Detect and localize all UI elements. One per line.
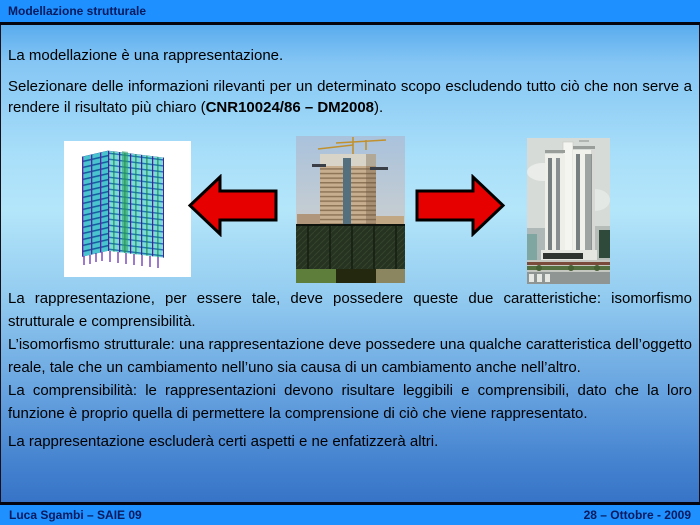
footer-date: 28 – Ottobre - 2009 [583,508,691,522]
body-paragraph-3: La comprensibilità: le rappresentazioni devono risultare leggibili e comprensibili, dato che la loro funzione è proprio quella di permettere la comprensione di ciò che viene rappresentato. [8,382,692,422]
construction-photo-drawing [296,136,405,283]
body-paragraph-1: La rappresentazione, per essere tale, deve possedere queste due caratteristiche: isomorfismo strutturale e comprensibilità. [8,290,692,330]
footer-bar [0,502,700,525]
page-title: Modellazione strutturale [8,4,147,18]
intro-paragraph-2-end: ). [374,99,384,116]
arrow-right-icon [414,174,506,237]
arrow-left-icon [187,174,279,237]
construction-photo-image [296,136,405,283]
header-bar [0,0,700,25]
intro-paragraph-2-text: Selezionare delle informazioni rilevanti per un determinato scopo escludendo tutto ciò che non serve a rendere il risultato più chiaro ( [8,78,692,116]
fem-model-drawing [64,141,191,277]
body-text-block [8,287,692,453]
norm-reference-bold: CNR10024/86 – DM2008 [205,99,375,116]
fem-model-image [64,141,191,277]
architectural-render-image [527,138,610,284]
intro-text-block [8,45,692,128]
body-paragraph-2: L’isomorfismo strutturale: una rappresentazione deve possedere una qualche caratteristica dell’oggetto reale, tale che un cambiamento nell’uno sia causa di un cambiamento anche nell’altro. [8,336,692,376]
body-paragraph-4: La rappresentazione escluderà certi aspetti e ne enfatizzerà altri. [8,433,439,450]
intro-paragraph-2 [8,76,692,118]
intro-paragraph-1: La modellazione è una rappresentazione. [8,47,284,64]
architectural-render-drawing [527,138,610,284]
footer-author: Luca Sgambi – SAIE 09 [9,508,142,522]
